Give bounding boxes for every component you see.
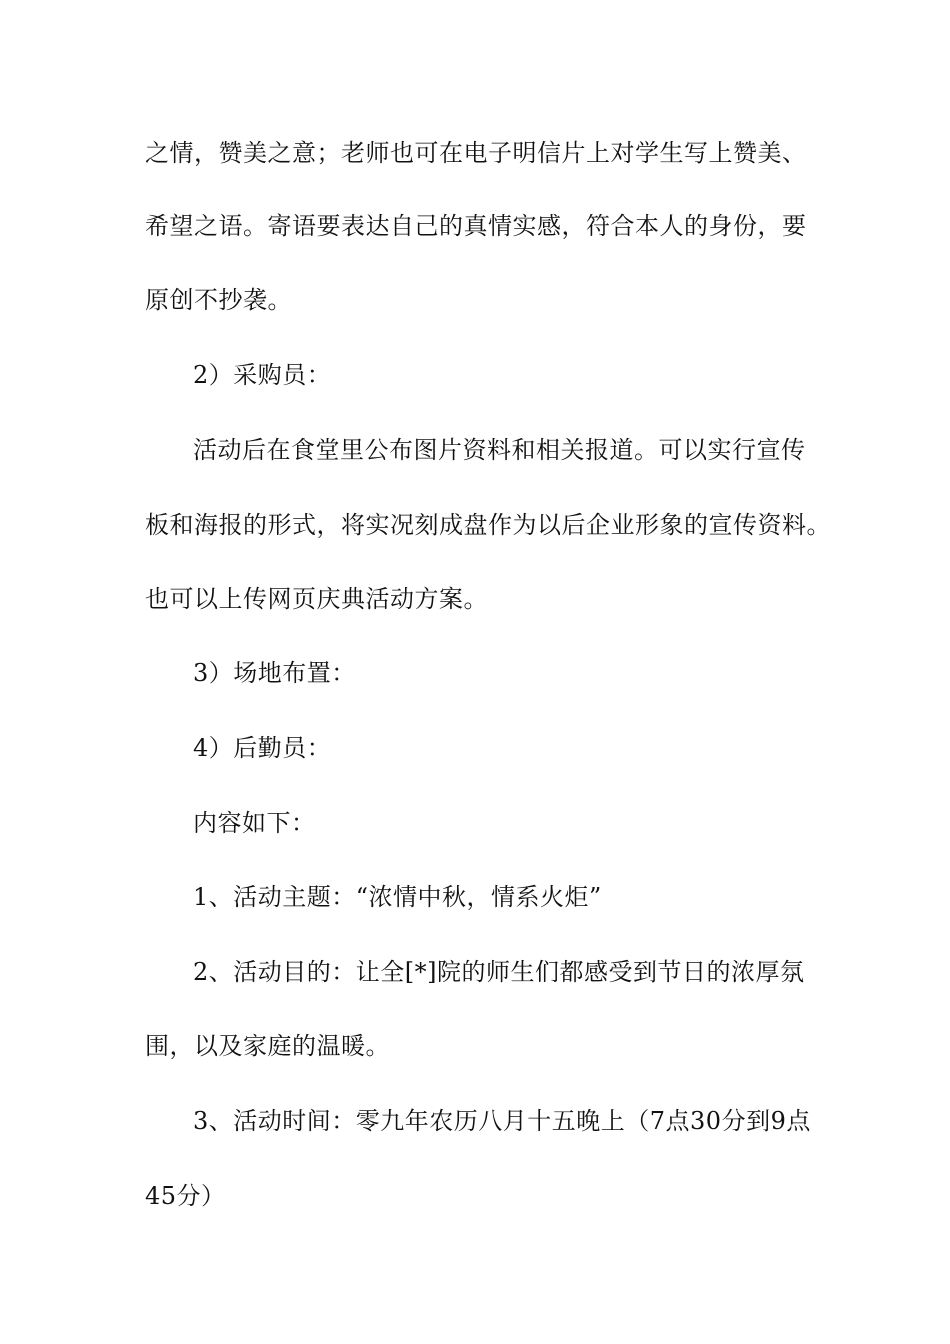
text-line: 希望之语。寄语要表达自己的真情实感，符合本人的身份，要 (145, 212, 807, 240)
list-item: 3、活动时间：零九年农历八月十五晚上（7点30分到9点 (193, 1107, 811, 1135)
text-line: 内容如下： (193, 809, 316, 837)
text-line: 围，以及家庭的温暖。 (145, 1032, 390, 1060)
list-heading: 2）采购员： (193, 361, 332, 389)
text-line: 活动后在食堂里公布图片资料和相关报道。可以实行宣传 (193, 436, 806, 464)
text-line: 45分） (145, 1182, 226, 1210)
list-item: 1、活动主题：“浓情中秋，情系火炬” (193, 883, 602, 911)
list-heading: 4）后勤员： (193, 734, 332, 762)
list-item: 2、活动目的：让全[*]院的师生们都感受到节日的浓厚氛 (193, 958, 805, 986)
text-line: 之情，赞美之意；老师也可在电子明信片上对学生写上赞美、 (145, 139, 807, 167)
text-line: 板和海报的形式，将实况刻成盘作为以后企业形象的宣传资料。 (145, 511, 831, 539)
text-line: 原创不抄袭。 (145, 286, 292, 314)
text-line: 也可以上传网页庆典活动方案。 (145, 585, 488, 613)
list-heading: 3）场地布置： (193, 659, 356, 687)
